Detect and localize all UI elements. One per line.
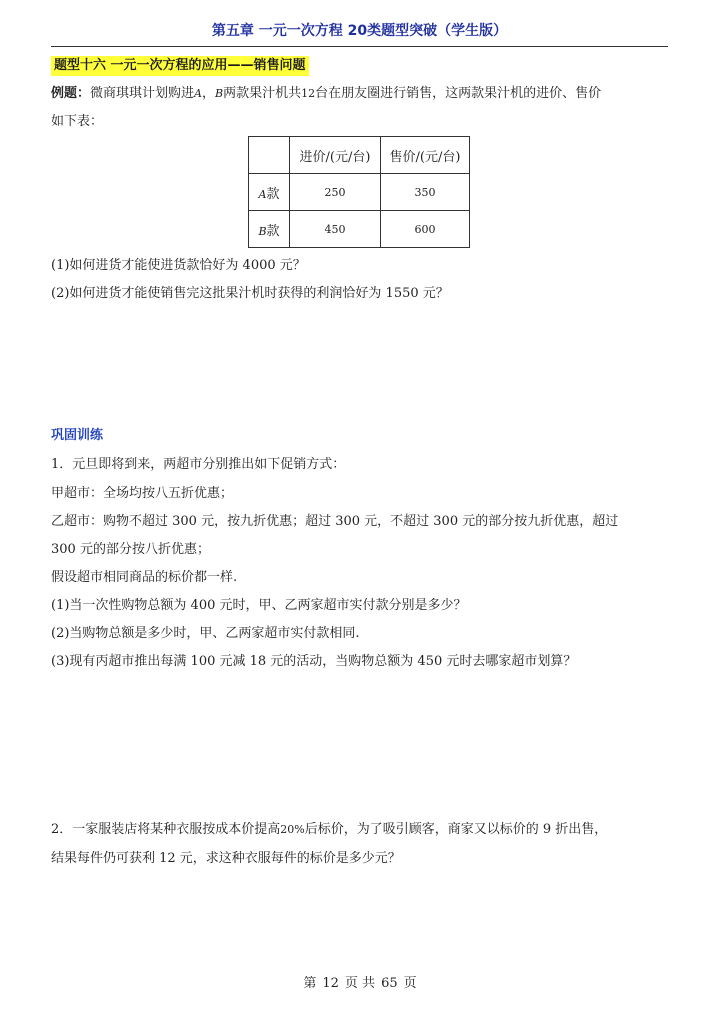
page-footer [0, 972, 720, 991]
footer-prefix: 第 [303, 976, 317, 991]
table-cell-price: 350 [381, 174, 470, 211]
example-question-1: (1)如何进货才能使进货款恰好为 4000 元？ [51, 258, 306, 273]
problem-1-market-yi: 乙超市：购物不超过 300 元，按九折优惠；超过 300 元，不超过 300 元的部分按九折优惠，超过 [51, 514, 619, 529]
var-a: A [194, 87, 202, 100]
problem-2-line-2: 结果每件仍可获利 12 元，求这种衣服每件的标价是多少元？ [51, 851, 401, 866]
table-header-cell [249, 137, 290, 174]
problem-2-text-b: 后标价，为了吸引顾客，商家又以标价的 9 折出售， [304, 822, 608, 837]
example-line-1 [51, 84, 601, 104]
problem-1-market-jia: 甲超市：全场均按八五折优惠； [51, 486, 234, 501]
footer-suffix: 页 [403, 976, 417, 991]
page-total: 65 [381, 976, 398, 991]
practice-title: 巩固训练 [51, 428, 104, 443]
row-var: A [258, 187, 267, 201]
problem-1-question-1: (1)当一次性购物总额为 400 元时，甲、乙两家超市实付款分别是多少？ [51, 598, 467, 613]
example-count: 12 [301, 87, 316, 100]
example-text-a: 微商琪琪计划购进 [90, 86, 195, 101]
example-question-2: (2)如何进货才能使销售完这批果汁机时获得的利润恰好为 1550 元？ [51, 286, 449, 301]
row-suffix: 款 [266, 186, 280, 202]
example-text-b: 两款果汁机共 [223, 86, 302, 101]
table-row [249, 211, 470, 248]
table-header-cell: 售价/(元/台) [381, 137, 470, 174]
page-number: 12 [322, 976, 339, 991]
price-table [248, 136, 470, 248]
table-cell-cost: 450 [290, 211, 381, 248]
problem-2-text-a: 2．一家服装店将某种衣服按成本价提高 [51, 822, 281, 837]
problem-2-percent: 20% [280, 823, 305, 836]
table-cell-price: 600 [381, 211, 470, 248]
example-line-2: 如下表： [51, 114, 104, 129]
problem-1-question-2: (2)当购物总额是多少时，甲、乙两家超市实付款相同. [51, 626, 360, 641]
table-row-label [249, 174, 290, 211]
problem-1-assumption: 假设超市相同商品的标价都一样. [51, 570, 238, 585]
problem-1-intro: 1．元旦即将到来，两超市分别推出如下促销方式： [51, 457, 346, 472]
section-title: 题型十六 一元一次方程的应用——销售问题 [51, 56, 309, 76]
document-header: 第五章 一元一次方程 20类题型突破（学生版） [211, 23, 508, 39]
table-header-row [249, 137, 470, 174]
table-cell-cost: 250 [290, 174, 381, 211]
table-header-cell: 进价/(元/台) [290, 137, 381, 174]
row-suffix: 款 [266, 223, 280, 239]
var-b: B [215, 87, 224, 100]
example-label: 例题： [51, 86, 91, 101]
example-text-c: 台在朋友圈进行销售，这两款果汁机的进价、售价 [315, 86, 602, 101]
table-row [249, 174, 470, 211]
header-rule [51, 46, 668, 47]
example-sep: ， [201, 86, 215, 101]
problem-1-question-3: (3)现有丙超市推出每满 100 元减 18 元的活动，当购物总额为 450 元时去哪家超市划算？ [51, 654, 577, 669]
row-var: B [258, 224, 267, 238]
problem-2-line-1 [51, 820, 607, 840]
table-row-label [249, 211, 290, 248]
footer-mid: 页 共 [344, 976, 376, 991]
problem-1-market-yi-cont: 300 元的部分按八折优惠； [51, 542, 210, 557]
